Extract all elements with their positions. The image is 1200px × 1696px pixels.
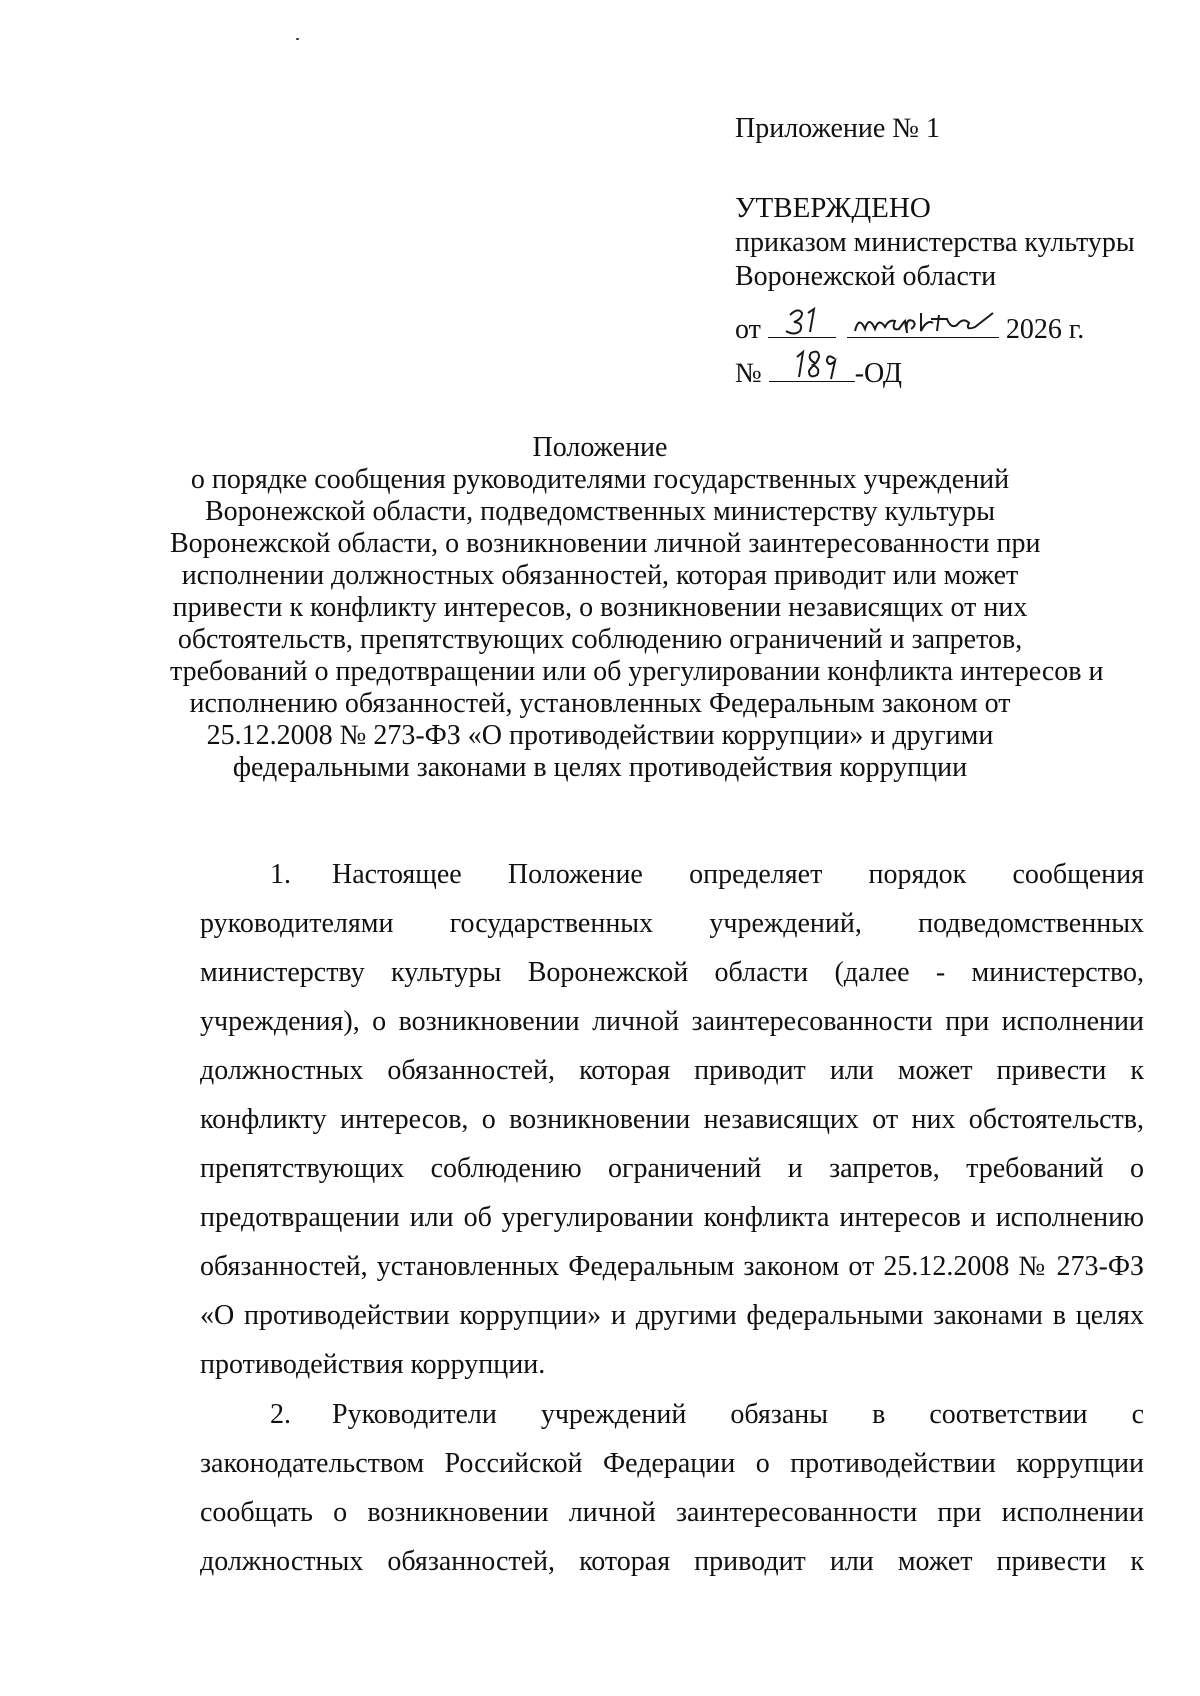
paragraph-1 — [200, 850, 1144, 1389]
document-subtitle-line: федеральными законами в целях противодействия коррупции — [232, 752, 968, 783]
date-prefix: от — [735, 314, 761, 345]
approved-stamp-text: УТВЕРЖДЕНО — [735, 192, 931, 224]
document-subtitle-line: требований о предотвращении или об урегулировании конфликта интересов и — [170, 656, 1104, 687]
paragraph-line: препятствующих соблюдению ограничений и запретов, требований о — [200, 1153, 1144, 1184]
paragraph-line: обязанностей, установленных Федеральным законом от 25.12.2008 № 273-ФЗ — [200, 1251, 1144, 1282]
paragraph-number: 2. — [270, 1399, 291, 1430]
document-subtitle-line: исполнении должностных обязанностей, которая приводит или может — [181, 560, 1019, 591]
paragraph-line: министерству культуры Воронежской области (далее - министерство, — [200, 957, 1144, 988]
approved-by-line-2: Воронежской области — [735, 261, 997, 292]
paragraph-line: должностных обязанностей, которая приводит или может привести к — [200, 1546, 1144, 1577]
paragraph-line: учреждения), о возникновении личной заинтересованности при исполнении — [200, 1006, 1144, 1037]
handwritten-day — [768, 311, 836, 338]
paragraph-line: сообщать о возникновении личной заинтересованности при исполнении — [200, 1497, 1144, 1528]
paragraph-line: 1. Настоящее Положение определяет порядок сообщения — [200, 850, 1144, 899]
handwritten-month — [847, 311, 999, 338]
document-title: Положение — [532, 432, 668, 463]
order-date-line — [735, 308, 1175, 352]
paragraph-line: законодательством Российской Федерации о противодействии коррупции — [200, 1448, 1144, 1479]
paragraph-line: «О противодействии коррупции» и другими федеральными законами в целях — [200, 1300, 1144, 1331]
order-number-line — [735, 352, 1175, 396]
paragraph-line: предотвращении или об урегулировании конфликта интересов и исполнению — [200, 1202, 1144, 1233]
approved-by-line-1: приказом министерства культуры — [735, 227, 1135, 258]
paragraph-line: конфликту интересов, о возникновении независящих от них обстоятельств, — [200, 1104, 1144, 1135]
number-prefix: № — [735, 358, 762, 389]
document-subtitle-line: 25.12.2008 № 273-ФЗ «О противодействии коррупции» и другими — [206, 720, 994, 751]
paragraph-number: 1. — [270, 859, 291, 890]
date-year: 2026 г. — [1005, 314, 1085, 345]
paragraph-line: противодействия коррупции. — [200, 1349, 546, 1380]
document-subtitle-line: исполнению обязанностей, установленных Федеральным законом от — [189, 688, 1011, 719]
appendix-label: Приложение № 1 — [735, 113, 940, 144]
number-suffix: -ОД — [854, 358, 902, 389]
paragraph-line: должностных обязанностей, которая приводит или может привести к — [200, 1055, 1144, 1086]
scan-speck — [296, 38, 299, 40]
paragraph-2 — [200, 1390, 1144, 1586]
approval-block — [735, 112, 1175, 396]
handwritten-number — [769, 355, 855, 382]
document-subtitle-line: Воронежской области, подведомственных министерству культуры — [204, 496, 996, 527]
document-subtitle-line: привести к конфликту интересов, о возникновении независящих от них — [172, 592, 1028, 623]
paragraph-line: руководителями государственных учреждений, подведомственных — [200, 908, 1144, 939]
paragraph-line: 2. Руководители учреждений обязаны в соответствии с — [200, 1390, 1144, 1439]
document-subtitle-line: Воронежской области, о возникновении личной заинтересованности при — [170, 528, 1041, 559]
document-subtitle-line: о порядке сообщения руководителями государственных учреждений — [190, 464, 1010, 495]
document-subtitle-line: обстоятельств, препятствующих соблюдению ограничений и запретов, — [177, 624, 1023, 655]
document-title-block — [170, 432, 1104, 784]
